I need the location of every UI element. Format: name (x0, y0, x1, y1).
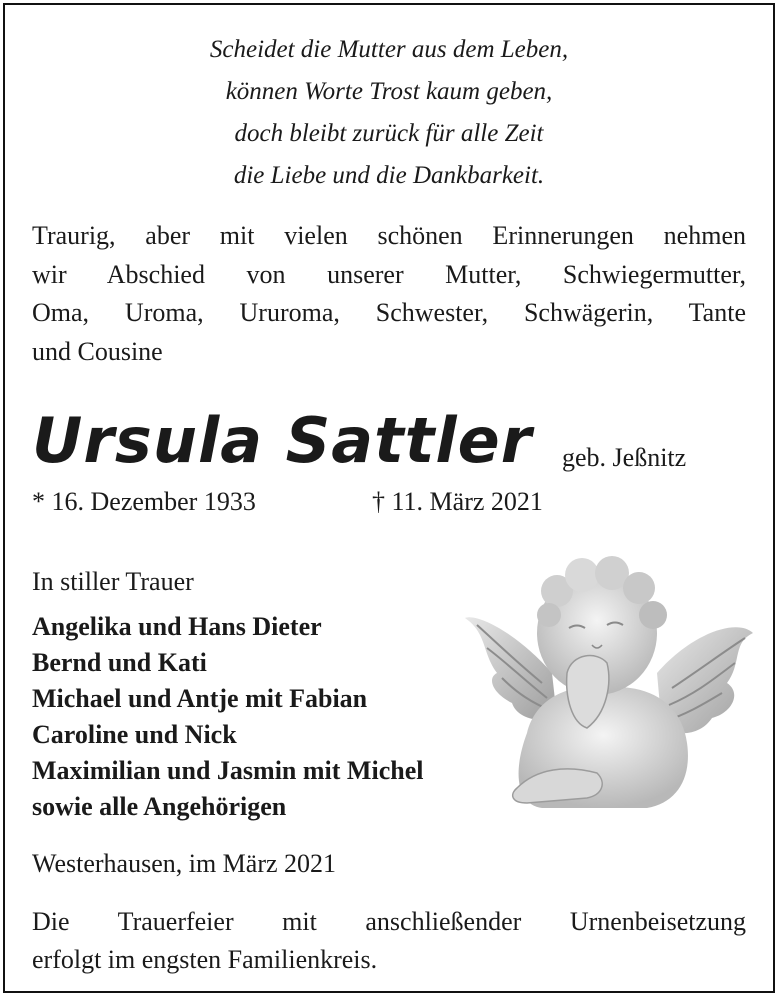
intro-line: Oma, Uroma, Ururoma, Schwester, Schwägerin, Tante (32, 298, 746, 327)
mourner-entry: Bernd und Kati (32, 648, 207, 677)
funeral-line: Die Trauerfeier mit anschließender Urnenbeisetzung (32, 907, 746, 936)
cherub-angel-icon (457, 533, 757, 813)
funeral-note (32, 903, 746, 979)
mourner-entry: Caroline und Nick (32, 720, 237, 749)
death-date: † 11. März 2021 (372, 487, 543, 516)
poem-line: Scheidet die Mutter aus dem Leben, (209, 36, 569, 63)
mourning-heading: In stiller Trauer (32, 567, 194, 596)
poem-line: können Worte Trost kaum geben, (225, 78, 553, 105)
intro-text (32, 217, 746, 371)
intro-line: und Cousine (32, 336, 163, 366)
maiden-name: geb. Jeßnitz (562, 443, 687, 472)
funeral-line: erfolgt im engsten Familienkreis. (32, 945, 378, 974)
birth-date: * 16. Dezember 1933 (32, 487, 256, 516)
mourners-list (32, 609, 423, 825)
obituary-notice (3, 3, 775, 993)
mourner-entry: Michael und Antje mit Fabian (32, 684, 368, 713)
mourner-entry: sowie alle Angehörigen (32, 792, 287, 821)
poem (5, 29, 773, 197)
deceased-name: Ursula Sattler (32, 404, 533, 477)
poem-line: doch bleibt zurück für alle Zeit (234, 120, 544, 147)
intro-line: Traurig, aber mit vielen schönen Erinnerungen nehmen (32, 221, 746, 250)
mourner-entry: Maximilian und Jasmin mit Michel (32, 756, 424, 785)
intro-line: wir Abschied von unserer Mutter, Schwiegermutter, (32, 259, 746, 289)
poem-line: die Liebe und die Dankbarkeit. (233, 162, 545, 189)
mourner-entry: Angelika und Hans Dieter (32, 612, 322, 641)
place-date: Westerhausen, im März 2021 (32, 849, 337, 878)
